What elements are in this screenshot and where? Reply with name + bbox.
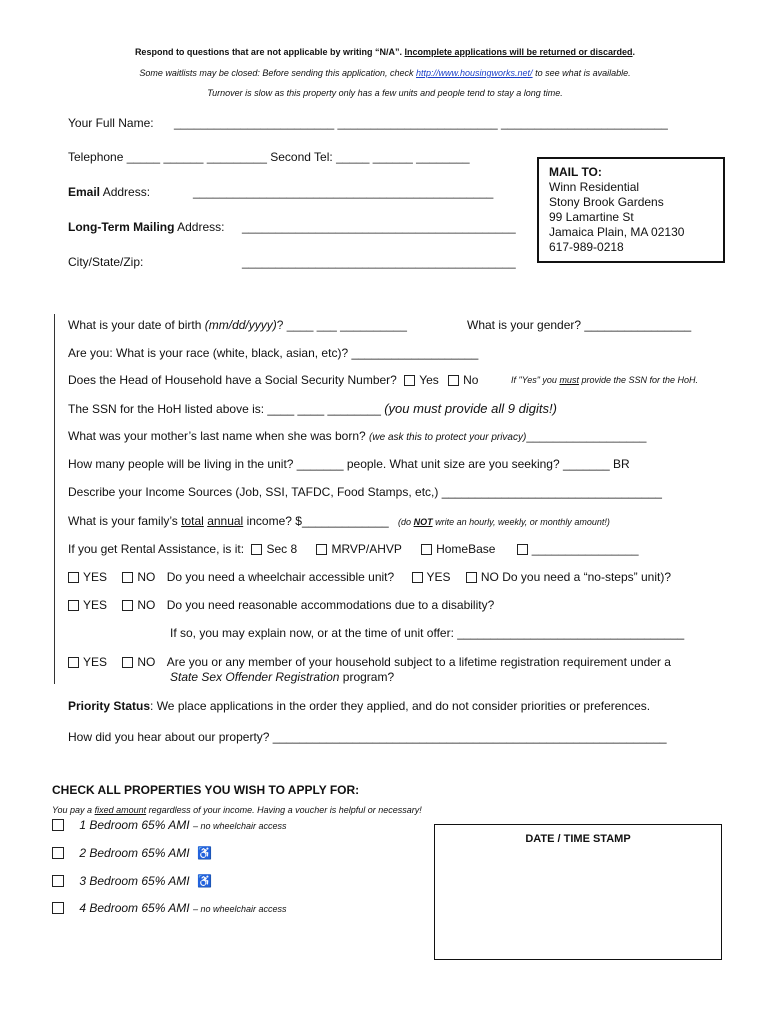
mrvp-checkbox[interactable] (316, 544, 327, 555)
reasonable-question: Do you need reasonable accommodations due to a disability? (166, 598, 495, 612)
no-label: No (463, 373, 479, 387)
wheelchair-yes-checkbox[interactable] (68, 572, 79, 583)
turnover-note: Turnover is slow as this property only has a few units and people tend to stay a long time. (207, 88, 563, 98)
yes-label: YES (83, 570, 108, 584)
family-total: total (181, 514, 204, 528)
property-checkbox[interactable] (52, 875, 64, 887)
wheelchair-row (68, 570, 671, 584)
nosteps-no-checkbox[interactable] (466, 572, 477, 583)
no-label: NO (480, 570, 499, 584)
property-label: 2 Bedroom 65% AMI (79, 846, 190, 860)
mother-field[interactable]: __________________ (526, 429, 647, 443)
family-note-not: NOT (413, 517, 433, 527)
homebase-checkbox[interactable] (421, 544, 432, 555)
section-divider (54, 314, 55, 684)
sec8-checkbox[interactable] (251, 544, 262, 555)
instructions-line-1: Respond to questions that are not applicable by writing “N/A”. Incomplete applications will be returned or discarded. (134, 47, 636, 57)
full-name-row (68, 116, 154, 130)
date-time-stamp-box (434, 824, 722, 960)
telephone-field[interactable]: _____ ______ _________ (126, 150, 267, 164)
ssn-listed-row (68, 401, 557, 416)
other-field[interactable]: ________________ (531, 542, 639, 556)
nosteps-question: Do you need a “no-steps” unit)? (502, 570, 671, 584)
email-field[interactable]: _____________________________________________ (193, 185, 494, 199)
ssn-digits-note: (you must provide all 9 digits!) (384, 401, 557, 416)
mailing-label-bold: Long-Term Mailing (68, 220, 175, 234)
dob-field[interactable]: ? ____ ___ __________ (276, 318, 407, 332)
yes-label: YES (83, 655, 108, 669)
family-note-b: write an hourly, weekly, or monthly amount!) (435, 517, 610, 527)
other-checkbox[interactable] (517, 544, 528, 555)
annual-income-row (68, 514, 610, 528)
offender-yes-checkbox[interactable] (68, 657, 79, 668)
property-checkbox[interactable] (52, 902, 64, 914)
property-checkbox[interactable] (52, 847, 64, 859)
waitlist-note-end: to see what is available. (535, 68, 631, 78)
ssn-note-a: If "Yes" you (511, 375, 557, 385)
mailing-row (68, 220, 224, 234)
mail-to-line: 99 Lamartine St (549, 210, 634, 224)
mailing-field[interactable]: _________________________________________ (242, 220, 516, 234)
offender-no-checkbox[interactable] (122, 657, 133, 668)
second-tel-label: Second Tel: (270, 150, 333, 164)
properties-note-fixed: fixed amount (94, 805, 147, 815)
mail-to-line: Stony Brook Gardens (549, 195, 664, 209)
annual-income-field[interactable]: income? $_____________ (246, 514, 389, 528)
city-label: City/State/Zip: (68, 255, 144, 269)
reasonable-row (68, 598, 494, 612)
property-label: 4 Bedroom 65% AMI (79, 901, 190, 915)
priority-row (68, 699, 650, 713)
race-question[interactable]: Are you: What is your race (white, black, asian, etc)? ___________________ (68, 346, 479, 360)
people-row[interactable]: How many people will be living in the unit? _______ people. What unit size are you seeking? _______ BR (68, 457, 630, 471)
city-field[interactable]: _________________________________________ (242, 255, 516, 269)
mail-to-box (537, 157, 725, 263)
reasonable-yes-checkbox[interactable] (68, 600, 79, 611)
property-item-1[interactable] (52, 818, 287, 832)
hear-row[interactable]: How did you hear about our property? ___________________________________________________________ (68, 730, 667, 744)
family-annual: annual (207, 514, 244, 528)
telephone-row (68, 150, 470, 164)
priority-text: : We place applications in the order they applied, and do not consider priorities or preferences. (150, 699, 651, 713)
family-note-a: (do (398, 517, 412, 527)
properties-note-a: You pay a (52, 805, 93, 815)
mother-note: (we ask this to protect your privacy) (369, 432, 527, 443)
rental-row (68, 542, 639, 556)
instructions-line-2 (0, 68, 770, 78)
sec8-label: Sec 8 (266, 542, 298, 556)
income-row[interactable]: Describe your Income Sources (Job, SSI, TAFDC, Food Stamps, etc,) _________________________________ (68, 485, 662, 499)
telephone-label: Telephone (68, 150, 124, 164)
no-label: NO (137, 598, 156, 612)
priority-label: Priority Status (68, 699, 151, 713)
ssn-note-must: must (559, 375, 579, 385)
ssn-note-b: provide the SSN for the HoH. (581, 375, 699, 385)
wheelchair-icon: ♿ (196, 874, 212, 888)
offender-row-2 (170, 670, 394, 684)
na-instruction: Respond to questions that are not applicable by writing “N/A”. (134, 47, 402, 57)
property-item-3[interactable] (52, 874, 212, 888)
wheelchair-no-checkbox[interactable] (122, 572, 133, 583)
property-item-4[interactable] (52, 901, 287, 915)
property-item-2[interactable] (52, 846, 212, 860)
property-label: 1 Bedroom 65% AMI (79, 818, 190, 832)
reasonable-no-checkbox[interactable] (122, 600, 133, 611)
yes-label: YES (426, 570, 451, 584)
homebase-label: HomeBase (436, 542, 496, 556)
mail-to-phone: 617-989-0218 (549, 240, 624, 254)
mailing-label: Address: (177, 220, 225, 234)
email-label: Address: (102, 185, 151, 199)
ssn-no-checkbox[interactable] (448, 375, 459, 386)
property-label: 3 Bedroom 65% AMI (79, 874, 190, 888)
ssn-question-label: Does the Head of Household have a Social Security Number? (68, 373, 397, 387)
mother-question: What was your mother’s last name when she was born? (68, 429, 366, 443)
properties-note (52, 805, 422, 815)
ssn-note (511, 375, 698, 385)
mail-to-title: MAIL TO: (549, 165, 602, 179)
mother-row (68, 429, 646, 443)
offender-question: Are you or any member of your household subject to a lifetime registration requirement under a (166, 655, 671, 669)
email-label-bold: Email (68, 185, 101, 199)
ssn-yes-checkbox[interactable] (404, 375, 415, 386)
dob-question (68, 318, 407, 332)
mail-to-line: Jamaica Plain, MA 02130 (549, 225, 685, 239)
dob-label: What is your date of birth (68, 318, 202, 332)
wheelchair-question: Do you need a wheelchair accessible unit? (166, 570, 395, 584)
family-income-a: What is your family’s (68, 514, 178, 528)
property-checkbox[interactable] (52, 819, 64, 831)
yes-label: YES (83, 598, 108, 612)
wheelchair-icon: ♿ (196, 846, 212, 860)
no-label: NO (137, 570, 156, 584)
offender-row (68, 655, 671, 669)
waitlist-note: Some waitlists may be closed: Before sending this application, check (139, 68, 414, 78)
offender-registry: State Sex Offender Registration (170, 670, 340, 684)
ssn-field[interactable]: The SSN for the HoH listed above is: ____ ____ ________ (68, 402, 381, 416)
yes-label: Yes (419, 373, 439, 387)
properties-note-b: regardless of your income. Having a voucher is helpful or necessary! (148, 805, 422, 815)
incomplete-warning: Incomplete applications will be returned or discarded (404, 47, 633, 57)
properties-heading: CHECK ALL PROPERTIES YOU WISH TO APPLY FOR: (52, 783, 360, 797)
offender-program: program? (342, 670, 395, 684)
full-name-field[interactable]: ________________________ ________________________ _________________________ (174, 116, 668, 130)
nosteps-yes-checkbox[interactable] (412, 572, 423, 583)
email-row (68, 185, 150, 199)
housingworks-link[interactable]: http://www.housingworks.net/ (416, 68, 533, 78)
mail-to-line: Winn Residential (549, 180, 640, 194)
full-name-label: Your Full Name: (68, 116, 154, 130)
no-label: NO (137, 655, 156, 669)
second-tel-field[interactable]: _____ ______ ________ (336, 150, 470, 164)
explain-row[interactable]: If so, you may explain now, or at the time of unit offer: __________________________________ (170, 626, 685, 640)
mrvp-label: MRVP/AHVP (331, 542, 402, 556)
property-note: – no wheelchair access (192, 821, 287, 831)
gender-question[interactable]: What is your gender? ________________ (467, 318, 692, 332)
dob-format: (mm/dd/yyyy) (204, 318, 277, 332)
property-note: – no wheelchair access (192, 904, 287, 914)
rental-question: If you get Rental Assistance, is it: (68, 542, 245, 556)
ssn-question (68, 373, 478, 387)
stamp-title: DATE / TIME STAMP (525, 833, 631, 845)
